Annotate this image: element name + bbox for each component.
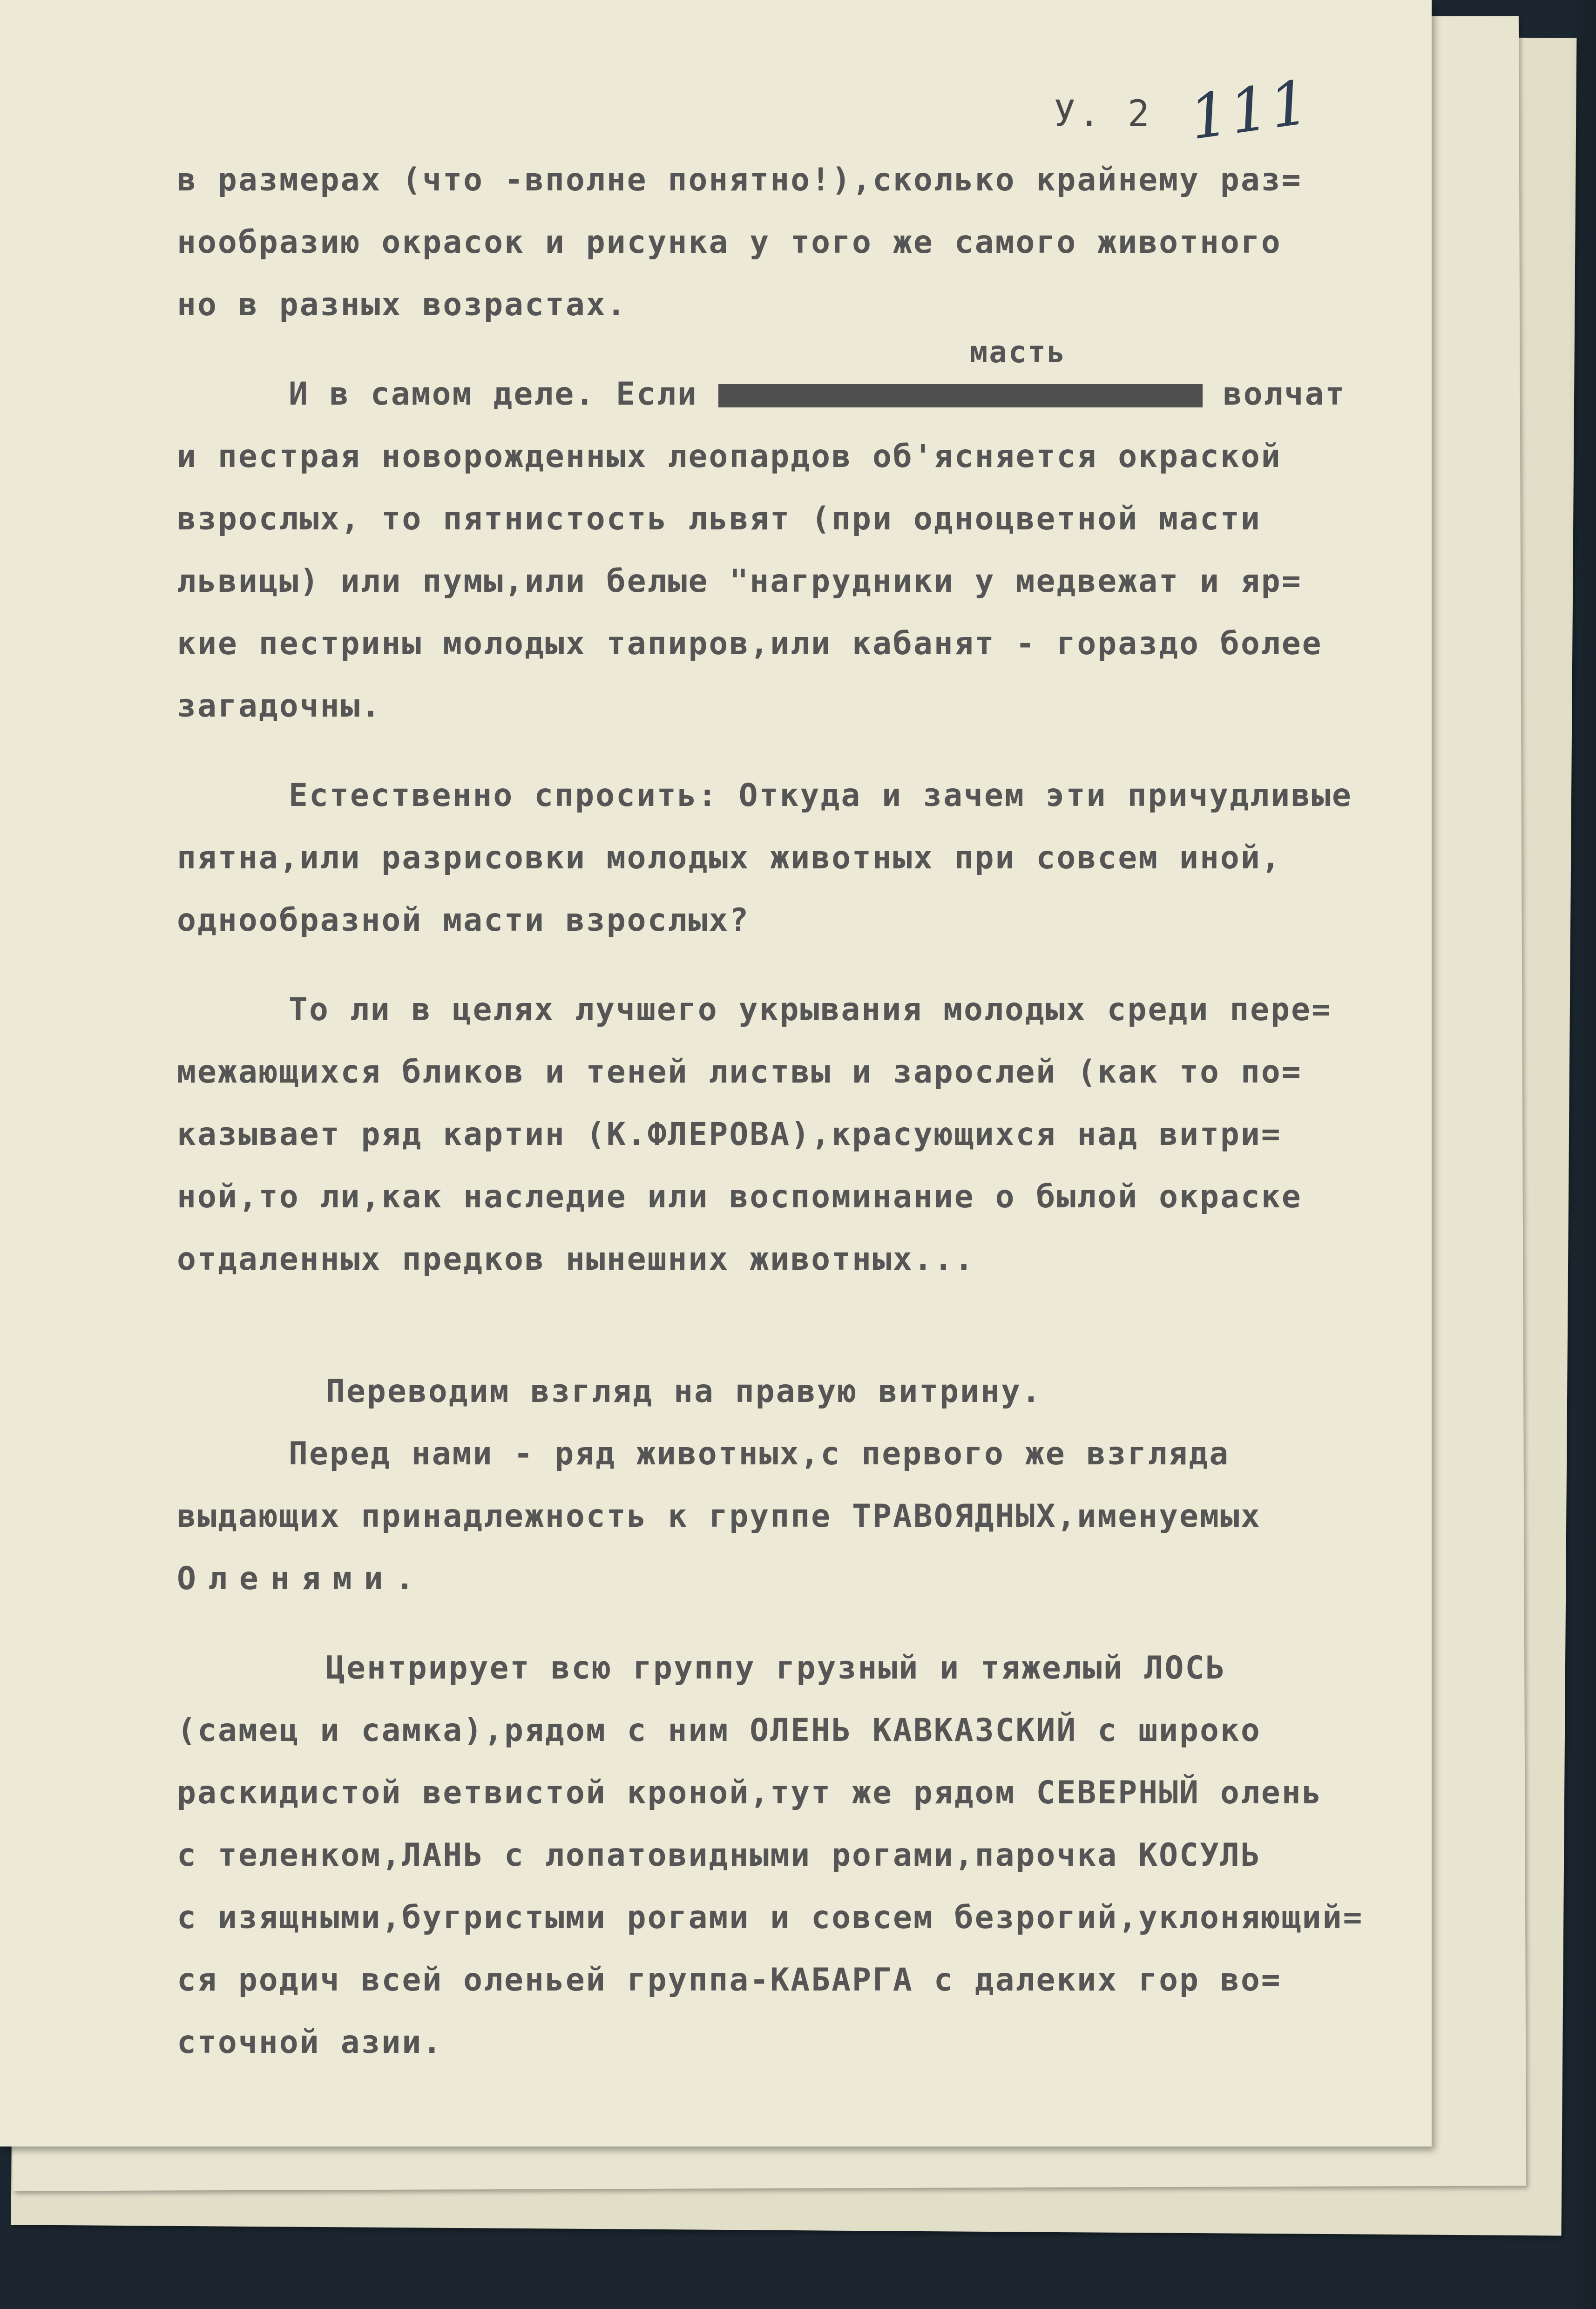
- text-line: Переводим взгляд на правую витрину.: [326, 1373, 1042, 1410]
- page-edge-shadow: [1568, 0, 1596, 2309]
- text-line: в размерах (что -вполне понятно!),сколько крайнему раз=: [177, 162, 1302, 198]
- handwritten-folio: 111: [1185, 66, 1315, 154]
- text-line: То ли в целях лучшего укрывания молодых среди пере=: [289, 991, 1332, 1028]
- text-line: Перед нами - ряд животных,с первого же взгляда: [289, 1436, 1230, 1472]
- text-line: сточной азии.: [177, 2024, 443, 2061]
- text-line: Центрирует всю группу грузный и тяжелый ЛОСЬ: [326, 1650, 1226, 1686]
- text-line: казывает ряд картин (К.ФЛЕРОВА),красующихся над витри=: [177, 1116, 1282, 1153]
- text-line: и пестрая новорожденных леопардов об'ясняется окраской: [177, 438, 1282, 475]
- text-line: отдаленных предков нынешних животных...: [177, 1241, 975, 1278]
- page-header: [1054, 66, 1315, 154]
- text-line: но в разных возрастах.: [177, 286, 627, 323]
- text-line: ной,то ли,как наследие или воспоминание о былой окраске: [177, 1178, 1302, 1215]
- text-line: [177, 335, 1397, 426]
- text-line: (самец и самка),рядом с ним ОЛЕНЬ КАВКАЗСКИЙ с широко: [177, 1712, 1261, 1749]
- text-line: пятна,или разрисовки молодых животных при совсем иной,: [177, 840, 1282, 876]
- text-fragment: волчат: [1223, 376, 1346, 413]
- text-line: ся родич всей оленьей группа-КАБАРГА с далеких гор во=: [177, 1962, 1282, 1998]
- text-line: выдающих принадлежность к группе ТРАВОЯДНЫХ,именуемых: [177, 1498, 1261, 1535]
- inserted-word: масть: [969, 335, 1067, 370]
- text-line: Естественно спросить: Откуда и зачем эти причудливые: [289, 777, 1353, 814]
- text-line: взрослых, то пятнистость львят (при одноцветной масти: [177, 501, 1261, 537]
- text-line: кие пестрины молодых тапиров,или кабанят - гораздо более: [177, 625, 1323, 662]
- text-line: раскидистой ветвистой кроной,тут же рядом СЕВЕРНЫЙ олень: [177, 1774, 1323, 1811]
- typed-text: [177, 149, 1397, 2074]
- text-line: загадочны.: [177, 688, 382, 725]
- text-line: Оленями.: [177, 1560, 426, 1597]
- correction: [718, 335, 1203, 426]
- text-line: однообразной масти взрослых?: [177, 902, 750, 939]
- text-line: межающихся бликов и теней листвы и зарослей (как то по=: [177, 1054, 1302, 1090]
- text-line: с теленком,ЛАНЬ с лопатовидными рогами,парочка КОСУЛЬ: [177, 1837, 1261, 1874]
- text-fragment: И в самом деле. Если: [289, 376, 698, 413]
- text-line: львицы) или пумы,или белые "нагрудники у медвежат и яр=: [177, 563, 1302, 600]
- page-number: У. 2: [1054, 93, 1152, 135]
- text-line: с изящными,бугристыми рогами и совсем безрогий,уклоняющий=: [177, 1899, 1364, 1936]
- text-line: нообразию окрасок и рисунка у того же самого животного: [177, 224, 1282, 261]
- struck-out-text: [718, 384, 1203, 407]
